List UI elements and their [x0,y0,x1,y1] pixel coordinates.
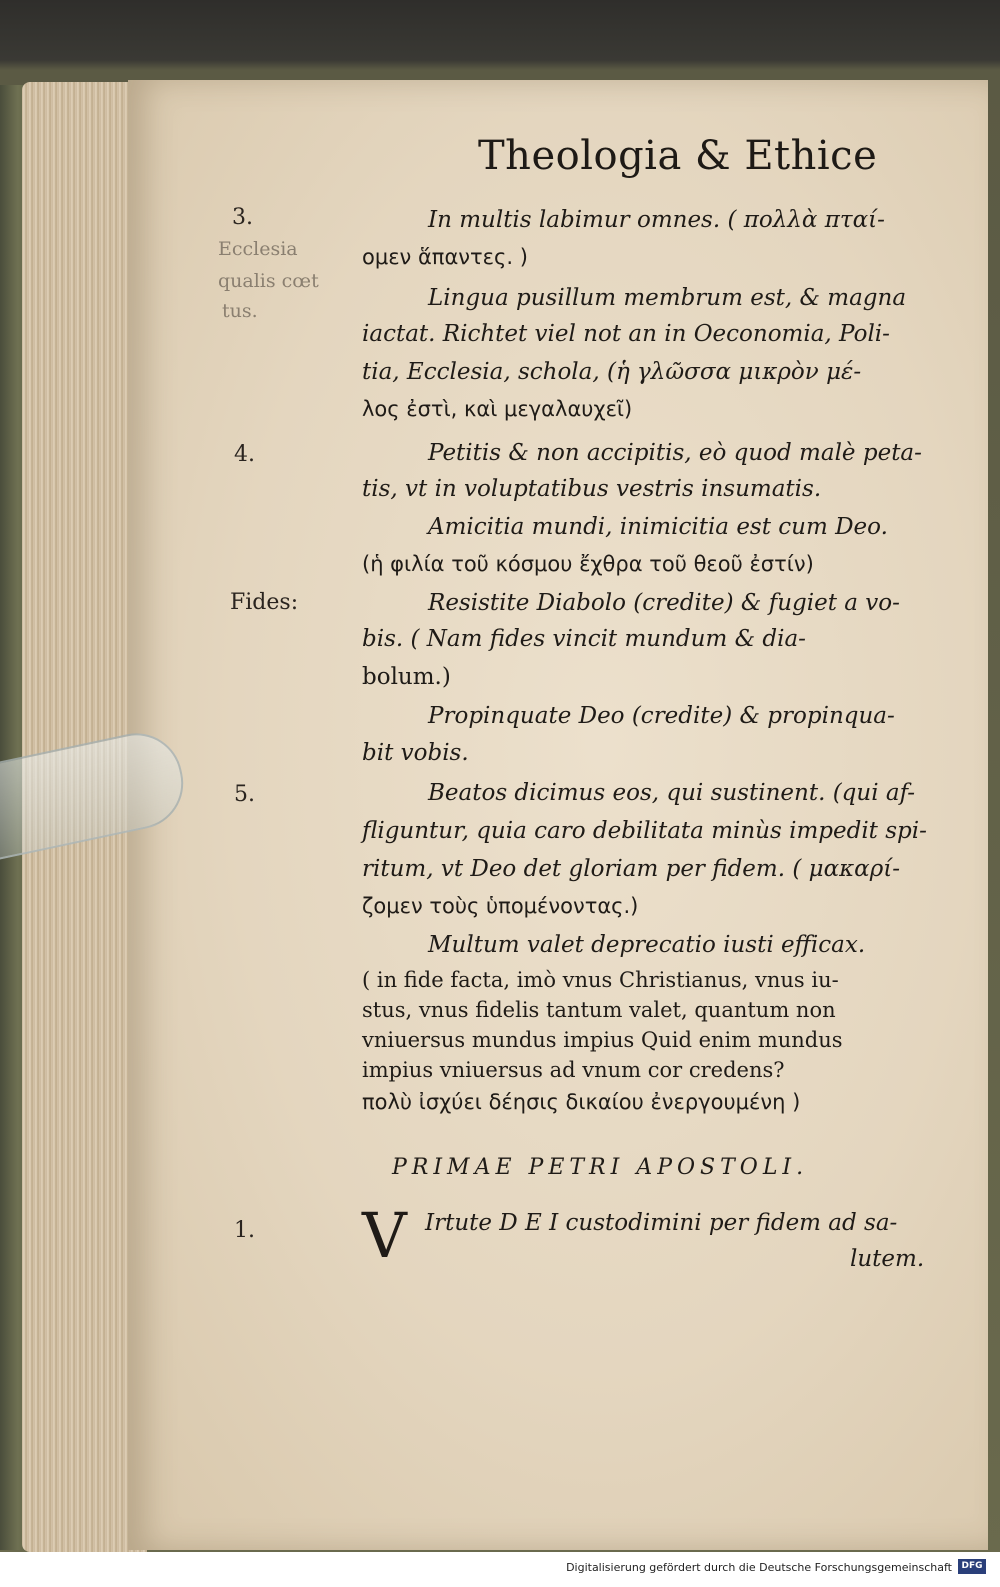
text-line-26: Irtute D E I custodimini per fidem ad sa- [425,1210,898,1236]
margin-note-tus: tus. [222,300,258,322]
text-line-25: πολὺ ἰσχύει δέησις δικαίου ἐνεργουμένη ) [362,1090,801,1114]
text-line-18: ritum, vt Deo det gloriam per fidem. ( μακαρί- [362,856,901,882]
margin-note-fides: Fides: [230,590,299,615]
text-line-17: fliguntur, quia caro debilitata minùs impedit spi- [362,818,927,844]
text-line-3: Lingua pusillum membrum est, & magna [428,285,907,311]
text-line-20: Multum valet deprecatio iusti efficax. [428,932,866,958]
text-line-12: bis. ( Nam fides vincit mundum & dia- [362,626,806,652]
text-line-10: (ἡ φιλία τοῦ κόσμου ἔχθρα τοῦ θεοῦ ἐστίν) [362,552,814,576]
drop-cap: V [362,1199,407,1272]
text-line-4: iactat. Richtet viel not an in Oeconomia, Poli- [362,321,890,347]
margin-note-ecclesia: Ecclesia [218,238,298,260]
margin-number-4: 4. [234,442,255,467]
text-line-21: ( in fide facta, imò vnus Christianus, vnus iu- [362,968,839,992]
text-line-22: stus, vnus fidelis tantum valet, quantum non [362,998,836,1022]
text-line-16: Beatos dicimus eos, qui sustinent. (qui af- [428,780,916,806]
text-line-24: impius vniuersus ad vnum cor credens? [362,1058,785,1082]
text-line-2: ομεν ἅπαντες. ) [362,245,528,269]
margin-number-1: 1. [234,1218,255,1243]
text-line-14: Propinquate Deo (credite) & propinqua- [428,703,895,729]
text-line-7: Petitis & non accipitis, eò quod malè peta- [428,440,922,466]
dfg-logo: DFG [958,1559,986,1574]
running-head: Theologia & Ethice [478,133,878,179]
text-line-19: ζομεν τοὺς ὑπομένοντας.) [362,894,639,918]
text-line-23: vniuersus mundus impius Quid enim mundus [362,1028,843,1052]
text-line-9: Amicitia mundi, inimicitia est cum Deo. [428,514,888,540]
margin-note-qualis: qualis cœt [218,270,319,292]
text-line-6: λος ἐστὶ, καὶ μεγαλαυχεῖ) [362,397,633,421]
text-line-27: lutem. [850,1246,925,1272]
text-line-5: tia, Ecclesia, schola, (ἡ γλῶσσα μικρὸν μέ- [362,359,862,385]
text-line-11: Resistite Diabolo (credite) & fugiet a vo- [428,590,900,616]
text-line-1: In multis labimur omnes. ( πολλὰ πταί- [428,207,885,233]
text-line-13: bolum.) [362,664,451,690]
text-line-15: bit vobis. [362,740,469,766]
footer-credit: Digitalisierung gefördert durch die Deutsche Forschungsgemeinschaft [566,1561,952,1574]
section-title: PRIMAE PETRI APOSTOLI. [392,1155,809,1180]
margin-number-3: 3. [232,205,253,230]
margin-number-5: 5. [234,782,255,807]
text-line-8: tis, vt in voluptatibus vestris insumatis. [362,476,822,502]
